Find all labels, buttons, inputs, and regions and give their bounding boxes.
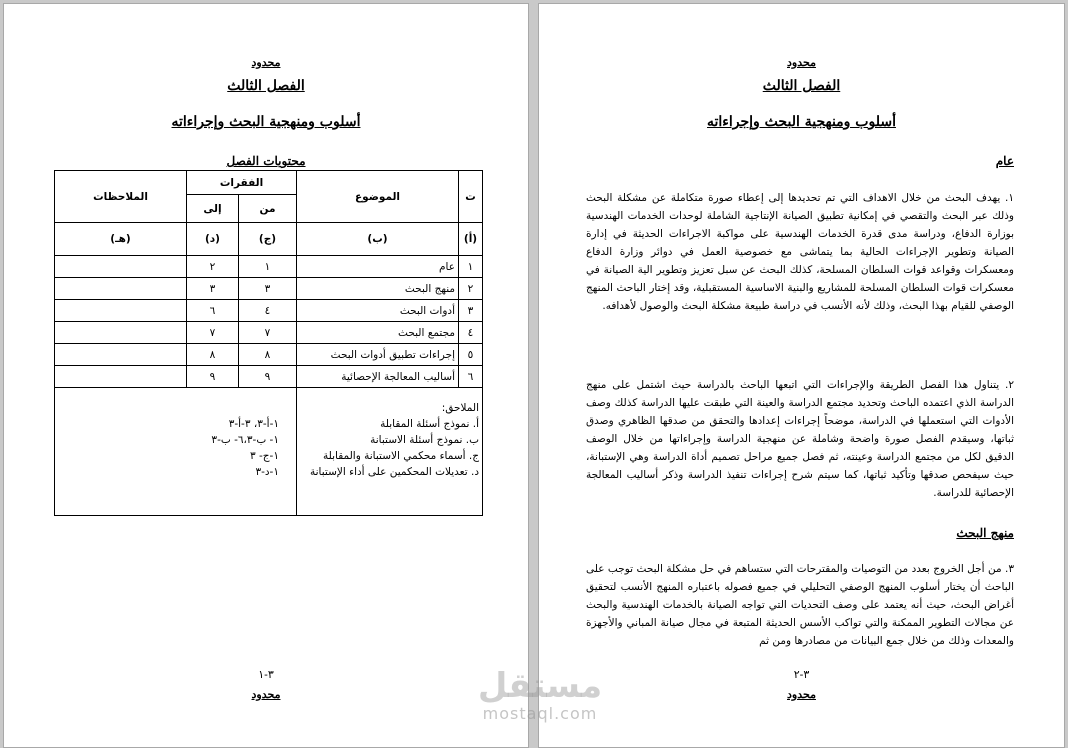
col-paragraphs-header: الفقرات	[187, 171, 297, 195]
row-topic: أساليب المعالجة الإحصائية	[297, 366, 459, 388]
table-row	[55, 344, 483, 366]
row-num: ٢	[459, 278, 483, 300]
row-num: ٤	[459, 322, 483, 344]
row-to: ٧	[187, 322, 239, 344]
attachment-item: ب. نموذج أسئلة الاستبانة	[370, 434, 479, 446]
attachments-cell	[297, 388, 483, 516]
row-notes	[55, 344, 187, 366]
row-to: ٣	[187, 278, 239, 300]
paragraph-3: ٣. من أجل الخروج بعدد من التوصيات والمقترحات التي ستساهم في حل مشكلة البحث توجب على الباحث أن يختار أسلوب المنهج الوصفي التحليلي في جميع فصوله باعتباره المنهج الأنسب لتحقيق أغراض البحث، حيث أنه يعتمد على وصف التحديات التي تواجه الصيانة بالخدمات الهندسية والبحث عن مجالات التطوير الممكنة والتي تواكب الأسس الحديثة المتبعة في مجال صيانة المباني والأجهزة والمعدات وذلك من خلال جمع البيانات من مصادرها ومن ثم	[586, 563, 1014, 647]
letter-cell: (د)	[187, 223, 239, 256]
table-row	[55, 322, 483, 344]
document-page-left	[3, 3, 529, 748]
attachment-item: ج. أسماء محكمي الاستبانة والمقابلة	[323, 450, 479, 462]
paragraph-2: ٢. يتناول هذا الفصل الطريقة والإجراءات التي اتبعها الباحث بالدراسة حيث اشتمل على منهج الدراسة الذي اعتمده الباحث وتحديد مجتمع الدراسة والعينة التي طبقت عليها الدراسة كذلك وصف الأدوات التي استعملها في الدراسة، موضحاً إجراءات إعدادها والتحقق من صدقها الظاهري وصدق ثباتها، وسيقدم الفصل صورة واضحة وشاملة عن منهجية الدراسة وإجراءاتها من خلال الوصف الدقيق لكل من مجتمع الدراسة وعينته، ثم فصل جميع مراحل تصميم أداة الدراسة وهي الإستبانة، حيث سيفحص صدقها وتأكيد ثباتها، كما سيتم شرح إجراءات تنفيذ الدراسة وذكر أساليب المعالجة الإحصائية للدراسة.	[586, 379, 1014, 499]
chapter-title: أسلوب ومنهجية البحث وإجراءاته	[171, 114, 361, 130]
watermark-site: mostaql.com	[482, 704, 598, 723]
table-row	[55, 278, 483, 300]
row-to: ٢	[187, 256, 239, 278]
row-num: ٥	[459, 344, 483, 366]
row-from: ٧	[239, 322, 297, 344]
section-heading-method: منهج البحث	[956, 526, 1014, 540]
row-topic: أدوات البحث	[297, 300, 459, 322]
page-number: ٣-١	[258, 668, 274, 681]
classification-footer: محدود	[251, 688, 281, 701]
table-row	[55, 256, 483, 278]
row-notes	[55, 278, 187, 300]
attachment-ref: ١-د-٣	[255, 466, 279, 478]
table-row	[55, 300, 483, 322]
col-topic-header: الموضوع	[297, 171, 459, 223]
row-from: ٩	[239, 366, 297, 388]
col-num-header: ت	[459, 171, 483, 223]
row-num: ٦	[459, 366, 483, 388]
attachments-title: الملاحق:	[441, 402, 479, 414]
row-notes	[55, 256, 187, 278]
row-to: ٦	[187, 300, 239, 322]
row-num: ١	[459, 256, 483, 278]
row-topic: إجراءات تطبيق أدوات البحث	[297, 344, 459, 366]
classification-header: محدود	[787, 56, 816, 69]
watermark	[470, 668, 610, 723]
row-topic: مجتمع البحث	[297, 322, 459, 344]
attachment-ref: ١-ج- ٣	[250, 450, 279, 462]
letter-cell: (ج)	[239, 223, 297, 256]
letter-cell: (أ)	[459, 223, 483, 256]
contents-title: محتويات الفصل	[226, 154, 306, 168]
attachment-refs-cell	[55, 388, 297, 516]
table-row	[55, 366, 483, 388]
attachments-row	[55, 388, 483, 516]
chapter-title: أسلوب ومنهجية البحث وإجراءاته	[707, 114, 896, 130]
row-to: ٨	[187, 344, 239, 366]
row-notes	[55, 322, 187, 344]
col-from-header: من	[239, 195, 297, 223]
col-notes-header: الملاحظات	[55, 171, 187, 223]
row-topic: منهج البحث	[297, 278, 459, 300]
attachment-ref: ١- ب-٦،٣- ب-٣	[211, 434, 279, 446]
document-page-right	[538, 3, 1065, 748]
row-from: ٤	[239, 300, 297, 322]
chapter-heading: الفصل الثالث	[762, 78, 841, 94]
col-to-header: إلى	[187, 195, 239, 223]
row-notes	[55, 300, 187, 322]
row-to: ٩	[187, 366, 239, 388]
paragraph-1: ١. يهدف البحث من خلال الاهداف التي تم تحديدها إلى إعطاء صورة متكاملة عن مشكلة البحث وذلك عبر البحث والتقصي في إمكانية تطبيق الصيانة الإنتاجية الشاملة لوحدات الخدمات الهندسية بوزارة الدفاع، ودراسة مدى قدرة الخدمات الهندسية على مواكبة الاجراءات الحديثة في إدارة الصيانة وتطوير الإجراءات الحالية بما يتماشى مع خصوصية العمل في دوائر وزارة الدفاع ومعسكرات وقواعد قوات السلطان المسلحة، كذلك البحث عن سبل تعزيز وتطوير الية الصيانة في معسكرات قوات السلطان المسلحة للمشاريع والبنية الاساسية المستقبلية، وقد إختار الباحث المنهج الوصفي للقيام بهذا البحث، وذلك لأنه الأنسب في دراسة طبيعة مشكلة البحث والوصول لأهدافه.	[586, 192, 1014, 312]
letter-cell: (ب)	[297, 223, 459, 256]
row-notes	[55, 366, 187, 388]
attachment-item: أ. نموذج أسئلة المقابلة	[380, 418, 479, 430]
row-from: ٨	[239, 344, 297, 366]
row-from: ١	[239, 256, 297, 278]
row-num: ٣	[459, 300, 483, 322]
chapter-heading: الفصل الثالث	[227, 78, 305, 94]
attachment-ref: ١-أ-٣، ٣-أ-٣	[228, 418, 279, 430]
row-from: ٣	[239, 278, 297, 300]
letter-cell: (هـ)	[55, 223, 187, 256]
page-number: ٣-٢	[793, 668, 810, 681]
row-topic: عام	[297, 256, 459, 278]
classification-footer: محدود	[787, 688, 816, 701]
classification-header: محدود	[251, 56, 281, 69]
section-heading-general: عام	[995, 154, 1014, 168]
attachment-item: د. تعديلات المحكمين على أداء الإستبانة	[310, 466, 479, 478]
watermark-logo: مستقل	[477, 666, 603, 706]
contents-table	[54, 170, 483, 516]
